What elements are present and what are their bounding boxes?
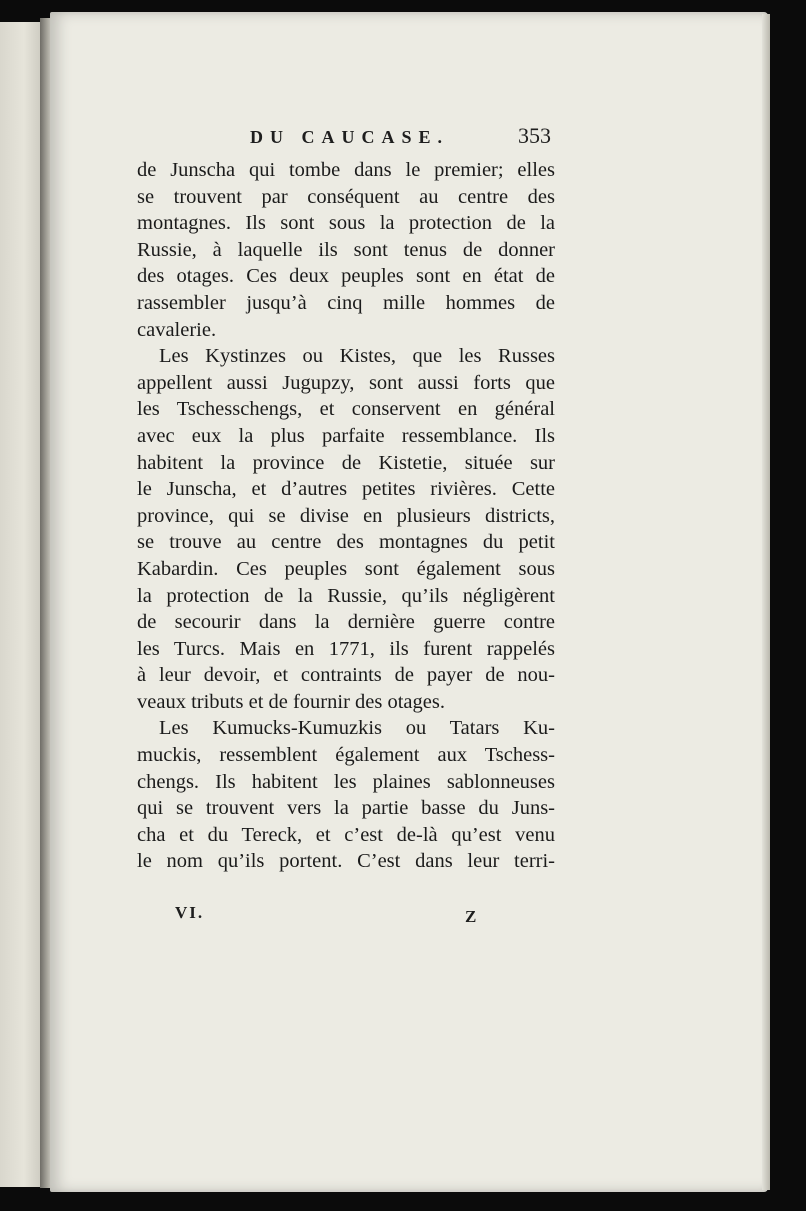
text-line: qui se trouvent vers la partie basse du Juns-	[137, 797, 555, 820]
text-line: habitent la province de Kistetie, située sur	[137, 451, 555, 474]
running-title: DU CAUCASE.	[250, 127, 450, 147]
body-text	[137, 157, 555, 875]
gathering-letter: Z	[465, 907, 477, 926]
page-fore-edge	[762, 14, 770, 1190]
text-line: à leur devoir, et contraints de payer de nou-	[137, 664, 555, 687]
text-line: la protection de la Russie, qu’ils négligèrent	[137, 584, 555, 607]
signature-mark: VI.	[175, 903, 205, 922]
text-line: Kabardin. Ces peuples sont également sous	[137, 557, 555, 580]
text-line: les Tschesschengs, et conservent en général	[137, 398, 555, 421]
text-line: Russie, à laquelle ils sont tenus de donner	[137, 238, 555, 261]
text-line: muckis, ressemblent également aux Tschess-	[137, 744, 555, 767]
text-line: de secourir dans la dernière guerre contre	[137, 611, 555, 634]
text-line: avec eux la plus parfaite ressemblance. Ils	[137, 424, 555, 447]
text-line: se trouve au centre des montagnes du petit	[137, 531, 555, 554]
text-line: province, qui se divise en plusieurs districts,	[137, 504, 555, 527]
text-line: appellent aussi Jugupzy, sont aussi forts que	[137, 371, 555, 394]
text-line: rassembler jusqu’à cinq mille hommes de	[137, 291, 555, 314]
book-gutter	[40, 18, 50, 1188]
text-line: veaux tributs et de fournir des otages.	[137, 690, 445, 713]
text-line: le nom qu’ils portent. C’est dans leur terri-	[137, 850, 555, 873]
text-line: chengs. Ils habitent les plaines sablonneuses	[137, 770, 555, 793]
text-line: le Junscha, et d’autres petites rivières. Cette	[137, 478, 555, 501]
left-page-edge	[0, 22, 42, 1187]
text-line: cha et du Tereck, et c’est de-là qu’est venu	[137, 823, 555, 846]
text-line: Les Kumucks-Kumuzkis ou Tatars Ku-	[159, 717, 555, 740]
page-number: 353	[518, 123, 551, 148]
text-line: se trouvent par conséquent au centre des	[137, 185, 555, 208]
text-line: Les Kystinzes ou Kistes, que les Russes	[159, 345, 555, 368]
text-line: cavalerie.	[137, 318, 217, 341]
text-line: de Junscha qui tombe dans le premier; elles	[137, 159, 555, 181]
text-line: des otages. Ces deux peuples sont en état de	[137, 265, 555, 288]
text-line: montagnes. Ils sont sous la protection de la	[137, 212, 555, 235]
text-line: les Turcs. Mais en 1771, ils furent rappelés	[137, 637, 555, 660]
